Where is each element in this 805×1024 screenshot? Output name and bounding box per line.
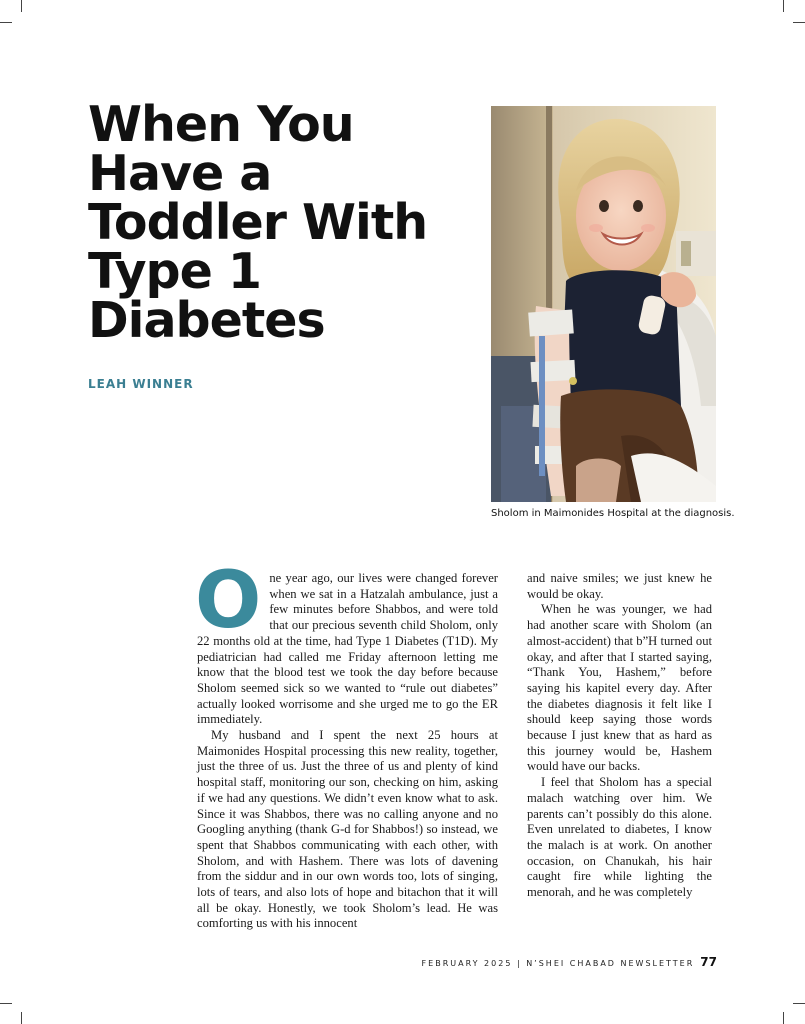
photo-caption: Sholom in Maimonides Hospital at the diagnosis. [491,508,735,519]
page-footer [422,955,717,969]
crop-mark [793,22,805,23]
body-column-1 [195,556,498,932]
crop-mark [0,1003,12,1004]
publication-info: FEBRUARY 2025 | N’SHEI CHABAD NEWSLETTER [421,959,695,968]
crop-mark [21,1012,22,1024]
crop-mark [21,0,22,12]
body-paragraph: When he was younger, we had had another scare with Sholom (an almost-accident) that b”H turned out okay, and after that I started saying, “Thank You, Hashem,” before saying his kapitel every day. After the diabetes diagnosis it felt like I should keep saying those words because I just knew that as hard as this journey would be, Hashem would have our backs. [527,602,712,774]
crop-mark [0,22,12,23]
paragraph-text: ne year ago, our lives were changed forever when we sat in a Hatzalah ambulance, just a few minutes before Shabbos, and were told that our precious seventh child Sholom, only 22 months old at the time, had Type 1 Diabetes (T1D). My pediatrician had called me Friday afternoon letting me know that the blood test we took the day before because Sholom seemed sick so we wanted to “rule out diabetes” actually looked worrisome and she urged me to go the ER immediately. [197,571,498,727]
body-paragraph [195,556,498,728]
body-column-2 [527,571,712,901]
body-paragraph: I feel that Sholom has a special malach watching over him. We parents can’t possibly do this alone. Even unrelated to diabetes, I know the malach is at work. On another occasion, on Chanukah, his hair caught fire while lighting the menorah, and he was completely [527,775,712,900]
crop-mark [783,1012,784,1024]
article-title: When You Have a Toddler With Type 1 Diabetes [88,96,428,349]
body-paragraph: My husband and I spent the next 25 hours at Maimonides Hospital processing this new reality, together, just the three of us. Just the three of us and plenty of kind hospital staff, monitoring our son, checking on him, asking if we had any questions. We didn’t even know what to ask. Since it was Shabbos, there was no calling anyone and no Googling anything (thank G-d for Shabbos!) so instead, we spent that Shabbos communicating with each other, with Sholom, and with Hashem. There was lots of davening from the siddur and in our own words too, lots of singing, lots of tears, and also lots of hope and bitachon that it will all be okay. Honestly, we took Sholom’s lead. He was comforting us with his innocent [197,728,498,931]
body-paragraph: and naive smiles; we just knew he would be okay. [527,571,712,601]
author-byline: LEAH WINNER [88,377,194,391]
article-photo [491,106,716,502]
crop-mark [793,1003,805,1004]
crop-mark [783,0,784,12]
page-number: 77 [700,955,717,969]
drop-cap: O [195,556,262,646]
